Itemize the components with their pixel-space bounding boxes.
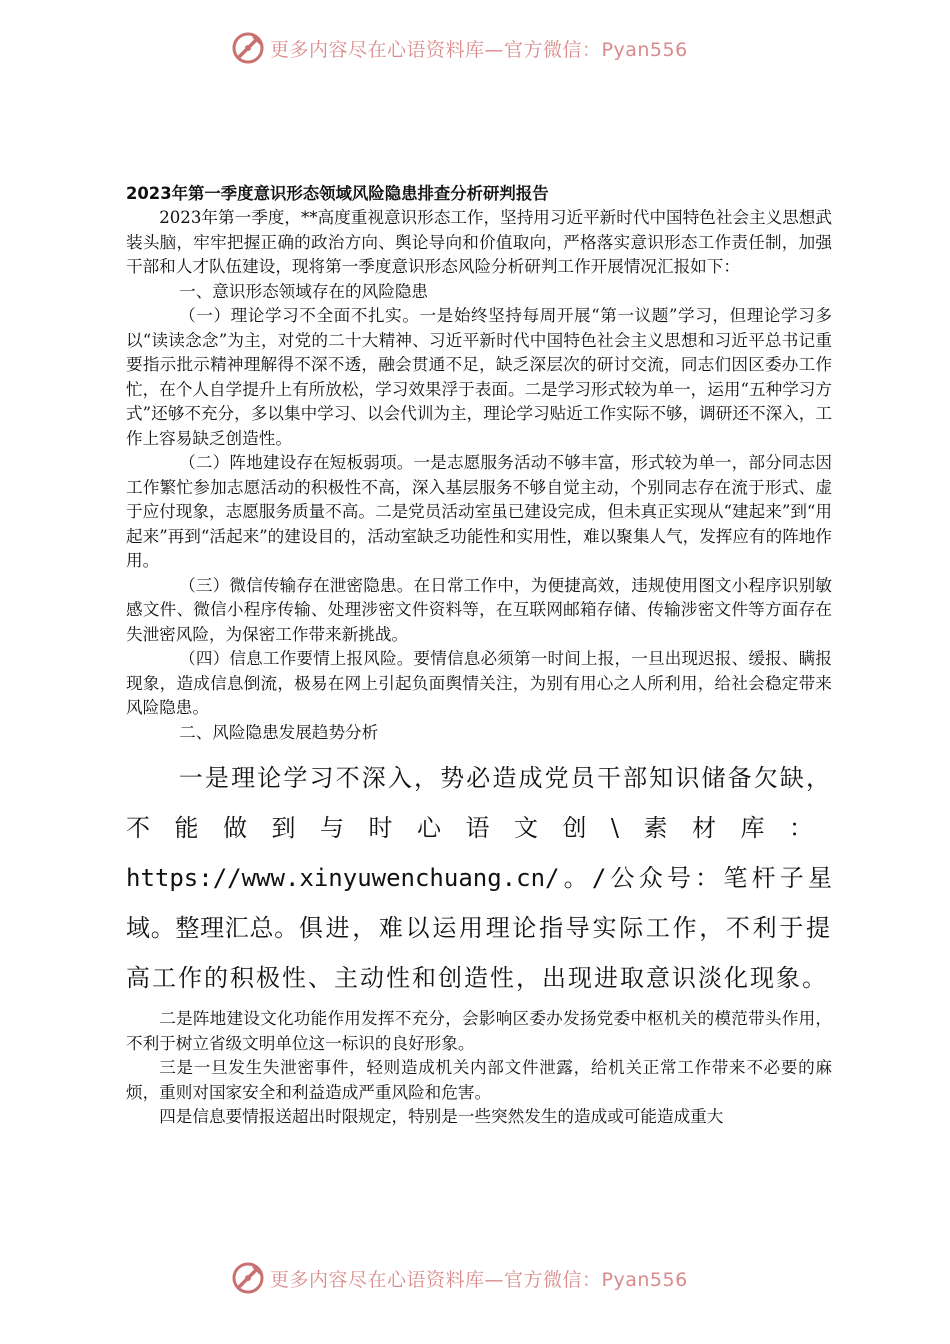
section-heading-1: 一、意识形态领域存在的风险隐患 — [179, 281, 429, 301]
risk-item-2: （二）阵地建设存在短板弱项。一是志愿服务活动不够丰富，形式较为单一，部分同志因工作繁忙参加志愿活动的积极性不高，深入基层服务不够自觉主动，个别同志存在流于形式、虚于应付现象，志愿服务质量不高。二是党员活动室虽已建设完成，但未真正实现从“建起来”到“用起来”再到“活起来”的建设目的，活动室缺乏功能性和实用性，难以聚集人气，发挥应有的阵地作用。 — [126, 453, 832, 570]
trend-line-2: 不能做到与时心语文创\素材库： — [126, 814, 832, 842]
trend-item-3: 三是一旦发生失泄密事件，轻则造成机关内部文件泄露，给机关正常工作带来不必要的麻烦，重则对国家安全和利益造成严重风险和危害。 — [126, 1058, 832, 1102]
watermark-banner-top — [230, 28, 730, 68]
risk-item-4: （四）信息工作要情上报风险。要情信息必须第一时间上报，一旦出现迟报、缓报、瞒报现象，造成信息倒流，极易在网上引起负面舆情关注，为别有用心之人所利用，给社会稳定带来风险隐患。 — [126, 649, 832, 717]
trend-analysis-large-text — [126, 753, 832, 1003]
document-title: 2023年第一季度意识形态领域风险隐患排查分析研判报告 — [126, 184, 549, 203]
watermark-text: 更多内容尽在心语资料库—官方微信：Pyan556 — [270, 1268, 688, 1291]
pen-logo-icon — [230, 1260, 266, 1296]
trend-line-4: 俱进，难以运用理论指导实际工作，不利于提高工作的积极性、主动性和创造性，出现进取意识淡化现象。 — [126, 914, 833, 992]
risk-item-3: （三）微信传输存在泄密隐患。在日常工作中，为便捷高效，违规使用图文小程序识别敏感文件、微信小程序传输、处理涉密文件资料等，在互联网邮箱存储、传输涉密文件等方面存在失泄密风险，为保密工作带来新挑战。 — [126, 575, 832, 644]
pen-logo-icon — [230, 30, 266, 66]
intro-paragraph: 2023年第一季度，**高度重视意识形态工作，坚持用习近平新时代中国特色社会主义思想武装头脑，牢牢把握正确的政治方向、舆论导向和价值取向，严格落实意识形态工作责任制，加强干部和人才队伍建设，现将第一季度意识形态风险分析研判工作开展情况汇报如下： — [126, 208, 832, 276]
risk-item-1: （一）理论学习不全面不扎实。一是始终坚持每周开展“第一议题”学习，但理论学习多以“读读念念”为主，对党的二十大精神、习近平新时代中国特色社会主义思想和习近平总书记重要指示批示精神理解得不深不透，融会贯通不足，缺乏深层次的研讨交流，同志们因区委办工作忙，在个人自学提升上有所放松，学习效果浮于表面。二是学习形式较为单一，运用“五种学习方式”还够不充分，多以集中学习、以会代训为主，理论学习贴近工作实际不够，调研还不深入，工作上容易缺乏创造性。 — [126, 306, 832, 448]
watermark-banner-bottom — [230, 1258, 730, 1298]
trend-item-4: 四是信息要情报送超出时限规定，特别是一些突然发生的造成或可能造成重大 — [159, 1107, 724, 1126]
trend-line-1: 一是理论学习不深入，势必造成党员干部知识储备欠缺， — [178, 764, 832, 792]
section-heading-2: 二、风险隐患发展趋势分析 — [179, 722, 379, 742]
document-body — [126, 182, 832, 1130]
trend-item-2: 二是阵地建设文化功能作用发挥不充分，会影响区委办发扬党委中枢机关的模范带头作用，不利于树立省级文明单位这一标识的良好形象。 — [126, 1009, 832, 1053]
source-url: www.xinyuwenchuang.cn/。/公众号：笔杆子星域。整理汇总。 — [126, 864, 832, 942]
source-url-prefix: https:// — [126, 864, 242, 892]
watermark-text: 更多内容尽在心语资料库—官方微信：Pyan556 — [270, 38, 688, 61]
